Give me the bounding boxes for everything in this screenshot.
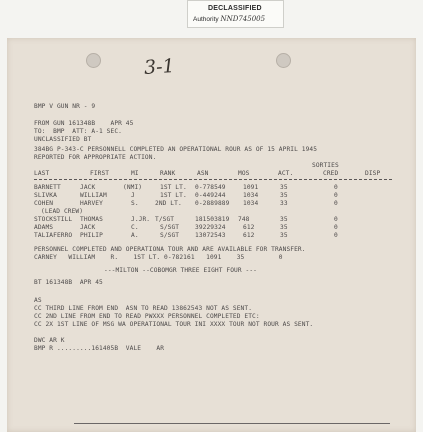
cell-act: 33 xyxy=(280,200,288,207)
classification-line: UNCLASSIFIED BT xyxy=(34,136,92,143)
col-last: LAST xyxy=(34,170,50,177)
cell-cred: 0 xyxy=(334,200,338,207)
punch-hole-right xyxy=(276,53,291,68)
handwritten-note: 3-1 xyxy=(143,54,176,80)
bottom-rule xyxy=(74,423,390,424)
cell-mi: C. xyxy=(131,224,139,231)
closing-line-2: BMP R .........161405B VALE AR xyxy=(34,345,165,352)
cell-cred: 0 xyxy=(334,232,338,239)
stamp-authority-label: Authority xyxy=(193,16,219,23)
cell-last: SLIVKA xyxy=(34,192,57,199)
cell-mos: 748 xyxy=(238,216,250,223)
cell-first: HARVEY xyxy=(80,200,103,207)
cell-mi: S. xyxy=(131,200,139,207)
cell-last: BARNETT xyxy=(34,184,61,191)
cell-last: COHEN xyxy=(34,200,54,207)
cell-mos: 612 xyxy=(243,224,255,231)
declassified-stamp xyxy=(187,0,284,28)
cell-first: JACK xyxy=(80,224,96,231)
intro-line-2: REPORTED FOR APPROPRIATE ACTION. xyxy=(34,154,157,161)
sorties-label: SORTIES xyxy=(312,162,339,169)
col-mos: MOS xyxy=(238,170,250,177)
cell-asn: 13072543 xyxy=(195,232,226,239)
cell-mi: A. xyxy=(131,232,139,239)
punch-hole-left xyxy=(86,53,101,68)
cell-rank: 1ST LT. xyxy=(160,192,187,199)
cell-act: 35 xyxy=(280,224,288,231)
cell-mos: 1091 xyxy=(243,184,259,191)
cell-first: WILLIAM xyxy=(80,192,107,199)
correction-line-1: CC THIRD LINE FROM END ASN TO READ 13862543 NOT AS SENT. xyxy=(34,305,253,312)
cell-last: (LEAD CREW) xyxy=(41,208,84,215)
col-act: ACT. xyxy=(278,170,294,177)
cell-asn: 0-778549 xyxy=(195,184,226,191)
cell-mi: J.JR. xyxy=(131,216,151,223)
transfer-line-2: CARNEY WILLIAM R. 1ST LT. 0-782161 1091 35 0 xyxy=(34,254,283,261)
cell-mos: 612 xyxy=(243,232,255,239)
divider-line: ---MILTON --COBOMGR THREE EIGHT FOUR --- xyxy=(104,267,258,274)
cell-last: TALIAFERRO xyxy=(34,232,73,239)
cell-rank: S/SGT xyxy=(160,224,180,231)
cell-rank: 1ST LT. xyxy=(160,184,187,191)
cell-act: 35 xyxy=(280,184,288,191)
cell-mi: (NMI) xyxy=(123,184,143,191)
cell-act: 35 xyxy=(280,232,288,239)
cell-mi: J xyxy=(131,192,135,199)
cell-mos: 1034 xyxy=(243,192,259,199)
cell-mos: 1034 xyxy=(243,200,259,207)
cell-rank: 2ND LT. xyxy=(155,200,182,207)
col-disp: DISP xyxy=(365,170,381,177)
cell-act: 35 xyxy=(280,216,288,223)
cell-last: STOCKSTILL xyxy=(34,216,73,223)
stamp-authority-number: NND745005 xyxy=(220,15,266,23)
cell-first: PHILIP xyxy=(80,232,103,239)
cell-act: 35 xyxy=(280,192,288,199)
to-line: TO: BMP ATT: A-1 SEC. xyxy=(34,128,122,135)
intro-line-1: 384BG P-343-C PERSONNELL COMPLETED AN OPERATIONAL ROUR AS OF 15 APRIL 1945 xyxy=(34,146,318,153)
closing-line-1: DWC AR K xyxy=(34,337,65,344)
stamp-title: DECLASSIFIED xyxy=(208,5,262,12)
col-rank: RANK xyxy=(160,170,176,177)
bt-line: BT 161348B APR 45 xyxy=(34,279,103,286)
cell-cred: 0 xyxy=(334,192,338,199)
header-line: BMP V GUN NR - 9 xyxy=(34,103,96,110)
from-line: FROM GUN 161348B APR 45 xyxy=(34,120,134,127)
cell-asn: 181503819 xyxy=(195,216,230,223)
col-mi: MI xyxy=(131,170,139,177)
cell-last: ADAMS xyxy=(34,224,54,231)
correction-line-3: CC 2X 1ST LINE OF MSG WA OPERATIONAL TOUR INI XXXX TOUR NOT ROUR AS SENT. xyxy=(34,321,314,328)
col-first: FIRST xyxy=(90,170,110,177)
col-asn: ASN xyxy=(197,170,209,177)
cell-cred: 0 xyxy=(334,216,338,223)
cell-rank: T/SGT xyxy=(155,216,175,223)
transfer-line-1: PERSONNEL COMPLETED AND OPERATIONA TOUR AND ARE AVAILABLE FOR TRANSFER. xyxy=(34,246,306,253)
header-underline xyxy=(34,179,392,180)
cell-first: THOMAS xyxy=(80,216,103,223)
corrections-as: AS xyxy=(34,297,42,304)
cell-asn: 0-449244 xyxy=(195,192,226,199)
correction-line-2: CC 2ND LINE FROM END TO READ PWXXX PERSONNEL COMPLETED ETC: xyxy=(34,313,260,320)
cell-rank: S/SGT xyxy=(160,232,180,239)
cell-cred: 0 xyxy=(334,184,338,191)
cell-cred: 0 xyxy=(334,224,338,231)
cell-asn: 0-2889889 xyxy=(195,200,230,207)
cell-asn: 39229324 xyxy=(195,224,226,231)
cell-first: JACK xyxy=(80,184,96,191)
stamp-authority xyxy=(193,15,265,23)
col-cred: CRED xyxy=(323,170,339,177)
